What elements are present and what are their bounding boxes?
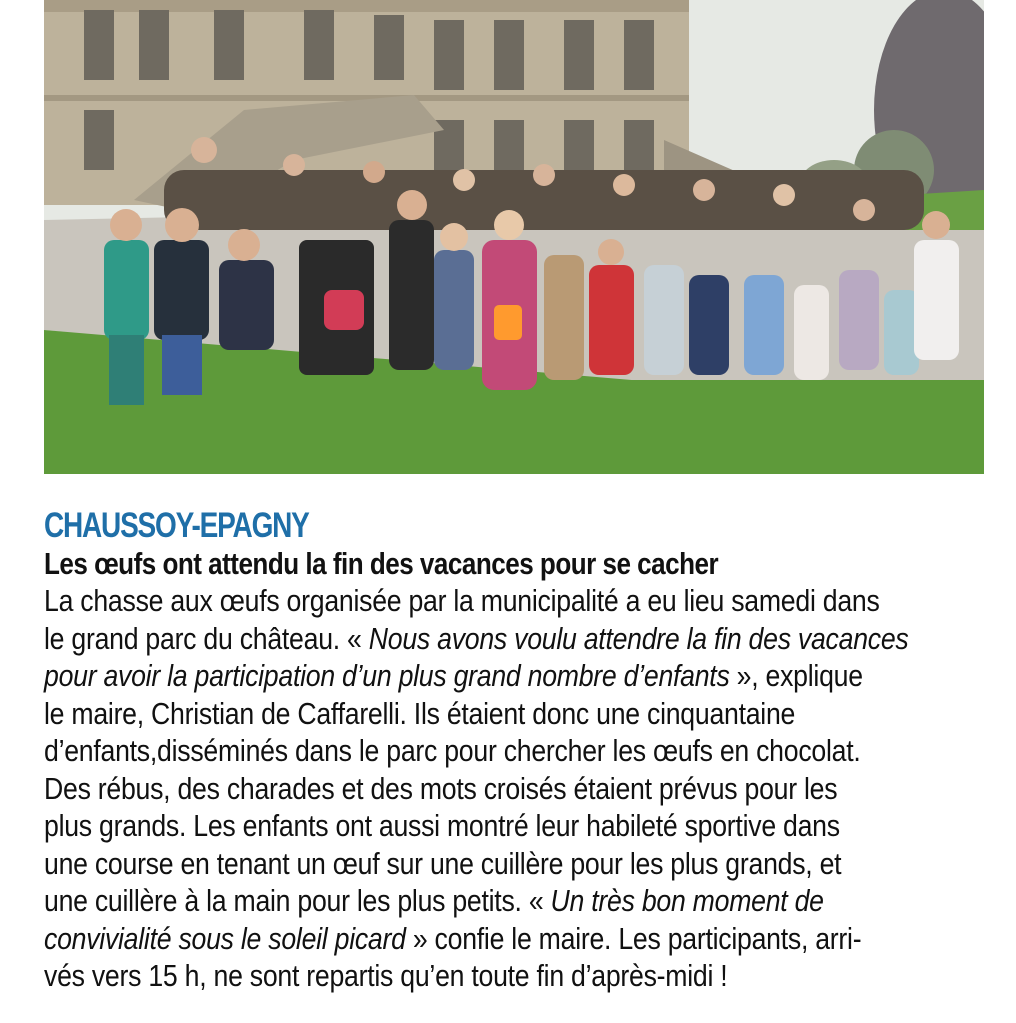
article-body-line bbox=[44, 807, 857, 845]
quote-text: convivialité sous le soleil picard bbox=[44, 920, 406, 956]
article-body-line bbox=[44, 845, 857, 883]
article-headline: Les œufs ont attendu la fin des vacances pour se cacher bbox=[44, 546, 719, 581]
article-body-line bbox=[44, 620, 909, 658]
article-body-line bbox=[44, 582, 880, 620]
article-body bbox=[44, 582, 989, 995]
body-text-run: » confie le maire. Les participants, arri- bbox=[405, 920, 862, 956]
body-text-run: une course en tenant un œuf sur une cuillère pour les plus grands, et bbox=[44, 845, 842, 881]
photo-chateau-group-icon bbox=[44, 0, 984, 474]
body-text-run: vés vers 15 h, ne sont repartis qu’en toute fin d’après-midi ! bbox=[44, 958, 728, 993]
article-body-line bbox=[44, 695, 857, 733]
article-body-line bbox=[44, 770, 857, 808]
quote-text: Un très bon moment de bbox=[550, 883, 824, 918]
body-text-run: le maire, Christian de Caffarelli. Ils étaient donc une cinquantaine bbox=[44, 695, 796, 731]
article-photo bbox=[44, 0, 984, 474]
body-text-run: Des rébus, des charades et des mots croisés étaient prévus pour les bbox=[44, 770, 838, 806]
body-text-run: une cuillère à la main pour les plus petits. « bbox=[44, 883, 551, 918]
article-body-line bbox=[44, 957, 857, 995]
article-body-line bbox=[44, 732, 861, 770]
article-body-line bbox=[44, 882, 857, 920]
article-kicker: CHAUSSOY-EPAGNY bbox=[44, 506, 309, 545]
quote-text: pour avoir la participation d’un plus grand nombre d’enfants bbox=[44, 658, 730, 693]
body-text-run: La chasse aux œufs organisée par la municipalité a eu lieu samedi dans bbox=[44, 583, 880, 618]
article-body-line bbox=[44, 920, 862, 958]
body-text-run: plus grands. Les enfants ont aussi montré leur habileté sportive dans bbox=[44, 808, 840, 843]
body-text-run: », explique bbox=[729, 658, 863, 693]
quote-text: Nous avons voulu attendre la fin des vacances bbox=[368, 620, 909, 656]
body-text-run: d’enfants,disséminés dans le parc pour chercher les œufs en chocolat. bbox=[44, 733, 861, 768]
body-text-run: le grand parc du château. « bbox=[44, 620, 369, 656]
article-body-line bbox=[44, 657, 863, 695]
article bbox=[44, 506, 989, 995]
